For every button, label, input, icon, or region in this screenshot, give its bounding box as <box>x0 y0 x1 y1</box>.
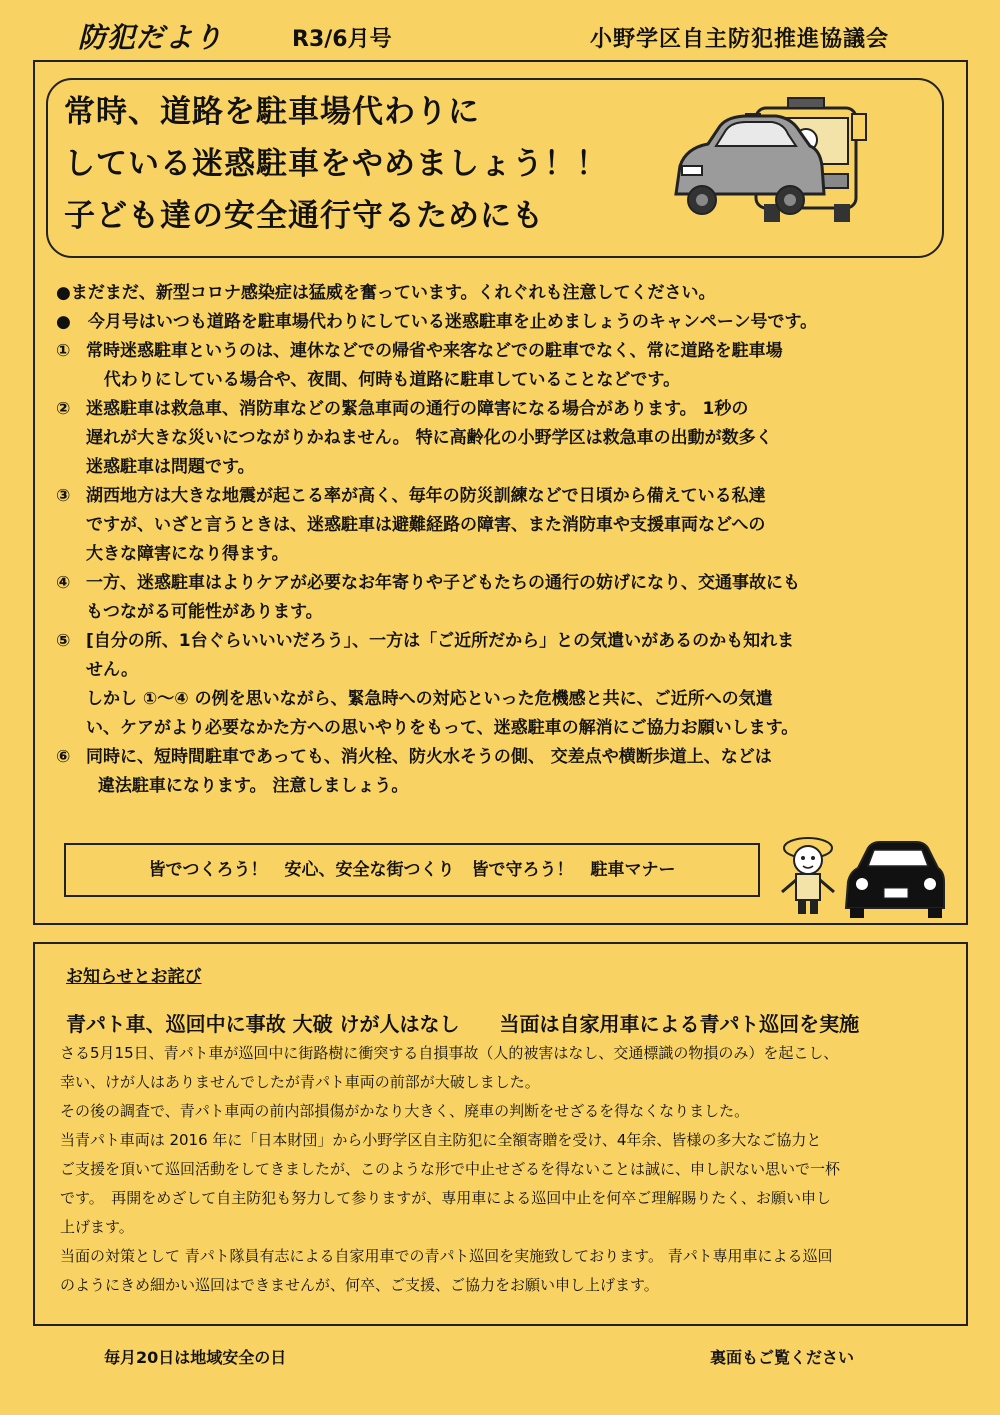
issue-label: R3/6月号 <box>292 27 392 52</box>
item-2-line-3: 迷惑駐車は問題です。 <box>86 457 255 477</box>
item-2-line-2: 遅れが大きな災いにつながりかねません。 特に高齢化の小野学区は救急車の出動が数多く <box>86 428 773 448</box>
item-5-line-1: ⑤ [自分の所、1台ぐらいいいだろう」、一方は「ご近所だから」との気遣いがあるのかも知れま <box>56 627 961 656</box>
newsletter-title: 防犯だより <box>78 21 224 54</box>
notice-body <box>60 1039 960 1300</box>
item-5-line-2: せん。 <box>86 660 139 680</box>
notice-line-3: その後の調査で、青パト車両の前内部損傷がかなり大きく、廃車の判断をせざるを得なくなりました。 <box>60 1102 750 1120</box>
footer-see-reverse: 裏面もご覧ください <box>710 1348 855 1367</box>
item-1-line-1: ① 常時迷惑駐車というのは、連休などでの帰省や来客などでの駐車でなく、常に道路を駐車場 <box>56 337 961 366</box>
notice-line-2: 幸い、けが人はありませんでしたが青パト車両の前部が大破しました。 <box>60 1073 540 1091</box>
item-4-number: ④ <box>56 573 71 593</box>
item-4-line-2: もつながる可能性があります。 <box>86 602 323 622</box>
item-6-number: ⑥ <box>56 747 71 767</box>
item-3-line-1: ③ 湖西地方は大きな地震が起こる率が高く、毎年の防災訓練などで日頃から備えている私達 <box>56 482 961 511</box>
car-bus-illustration <box>668 96 893 231</box>
item-3-line-3: 大きな障害になり得ます。 <box>86 544 289 564</box>
headline-line-1: 常時、道路を駐車場代わりに <box>64 94 480 130</box>
item-5-line-3: しかし ①～④ の例を思いながら、緊急時への対応といった危機感と共に、ご近所への気遣 <box>86 689 773 709</box>
item-6-line-2: 違法駐車になります。 注意しましょう。 <box>97 776 409 796</box>
headline-line-3: 子ども達の安全通行守るためにも <box>64 198 544 234</box>
footer-safety-day: 毎月20日は地域安全の日 <box>104 1348 287 1367</box>
intro-line-1: ●まだまだ、新型コロナ感染症は猛威を奮っています。くれぐれも注意してください。 <box>56 283 716 303</box>
child-icon <box>782 838 834 914</box>
item-2-number: ② <box>56 399 71 419</box>
notice-line-1: さる5月15日、青パト車が巡回中に街路樹に衝突する自損事故（人的被害はなし、交通標識の物損のみ）を起こし、 <box>60 1044 839 1062</box>
item-3-line-2: ですが、いざと言うときは、迷惑駐車は避難経路の障害、また消防車や支援車両などへの <box>86 515 766 535</box>
item-5-line-4: い、ケアがより必要なかた方への思いやりをもって、迷惑駐車の解消にご協力お願いします。 <box>86 718 799 738</box>
notice-line-8: 当面の対策として 青パト隊員有志による自家用車での青パト巡回を実施致しております。 青パト専用車による巡回 <box>60 1247 833 1265</box>
article-body <box>56 279 961 801</box>
item-1-line-2: 代わりにしている場合や、夜間、何時も道路に駐車していることなどです。 <box>103 370 681 390</box>
notice-title: お知らせとお詫び <box>66 967 202 987</box>
car-icon-front <box>846 842 944 918</box>
item-5-number: ⑤ <box>56 631 71 651</box>
item-4-line-1: ④ 一方、迷惑駐車はよりケアが必要なお年寄りや子どもたちの通行の妨げになり、交通事故にも <box>56 569 961 598</box>
item-6-line-1: ⑥ 同時に、短時間駐車であっても、消火栓、防火水そうの側、 交差点や横断歩道上、などは <box>56 743 961 772</box>
notice-line-7: 上げます。 <box>60 1218 134 1236</box>
organization-name: 小野学区自主防犯推進協議会 <box>590 27 890 52</box>
item-3-number: ③ <box>56 486 71 506</box>
notice-line-9: のようにきめ細かい巡回はできませんが、何卒、ご支援、ご協力をお願い申し上げます。 <box>60 1276 659 1294</box>
item-1-number: ① <box>56 341 71 361</box>
headline-line-2: している迷惑駐車をやめましょう！！ <box>64 146 608 182</box>
notice-line-4: 当青パト車両は 2016 年に「日本財団」から小野学区自主防犯に全額寄贈を受け、4年余、皆様の多大なご協力と <box>60 1131 822 1149</box>
intro-line-2: ● 今月号はいつも道路を駐車場代わりにしている迷惑駐車を止めましょうのキャンペーン号です。 <box>56 312 818 332</box>
kid-car-illustration <box>776 826 946 922</box>
notice-line-6: です。 再開をめざして自主防犯も努力して参りますが、専用車による巡回中止を何卒ご理解賜りたく、お願い申し <box>60 1189 832 1207</box>
item-2-line-1: ② 迷惑駐車は救急車、消防車などの緊急車両の通行の障害になる場合があります。 1秒の <box>56 395 961 424</box>
notice-line-5: ご支援を頂いて巡回活動をしてきましたが、このような形で中止せざるを得ないことは誠に、申し訳ない思いで一杯 <box>60 1160 841 1178</box>
slogan-box: 皆でつくろう！ 安心、安全な街つくり 皆で守ろう！ 駐車マナー <box>64 843 760 897</box>
notice-headline: 青パト車、巡回中に事故 大破 けが人はなし 当面は自家用車による青パト巡回を実施 <box>66 1012 860 1036</box>
